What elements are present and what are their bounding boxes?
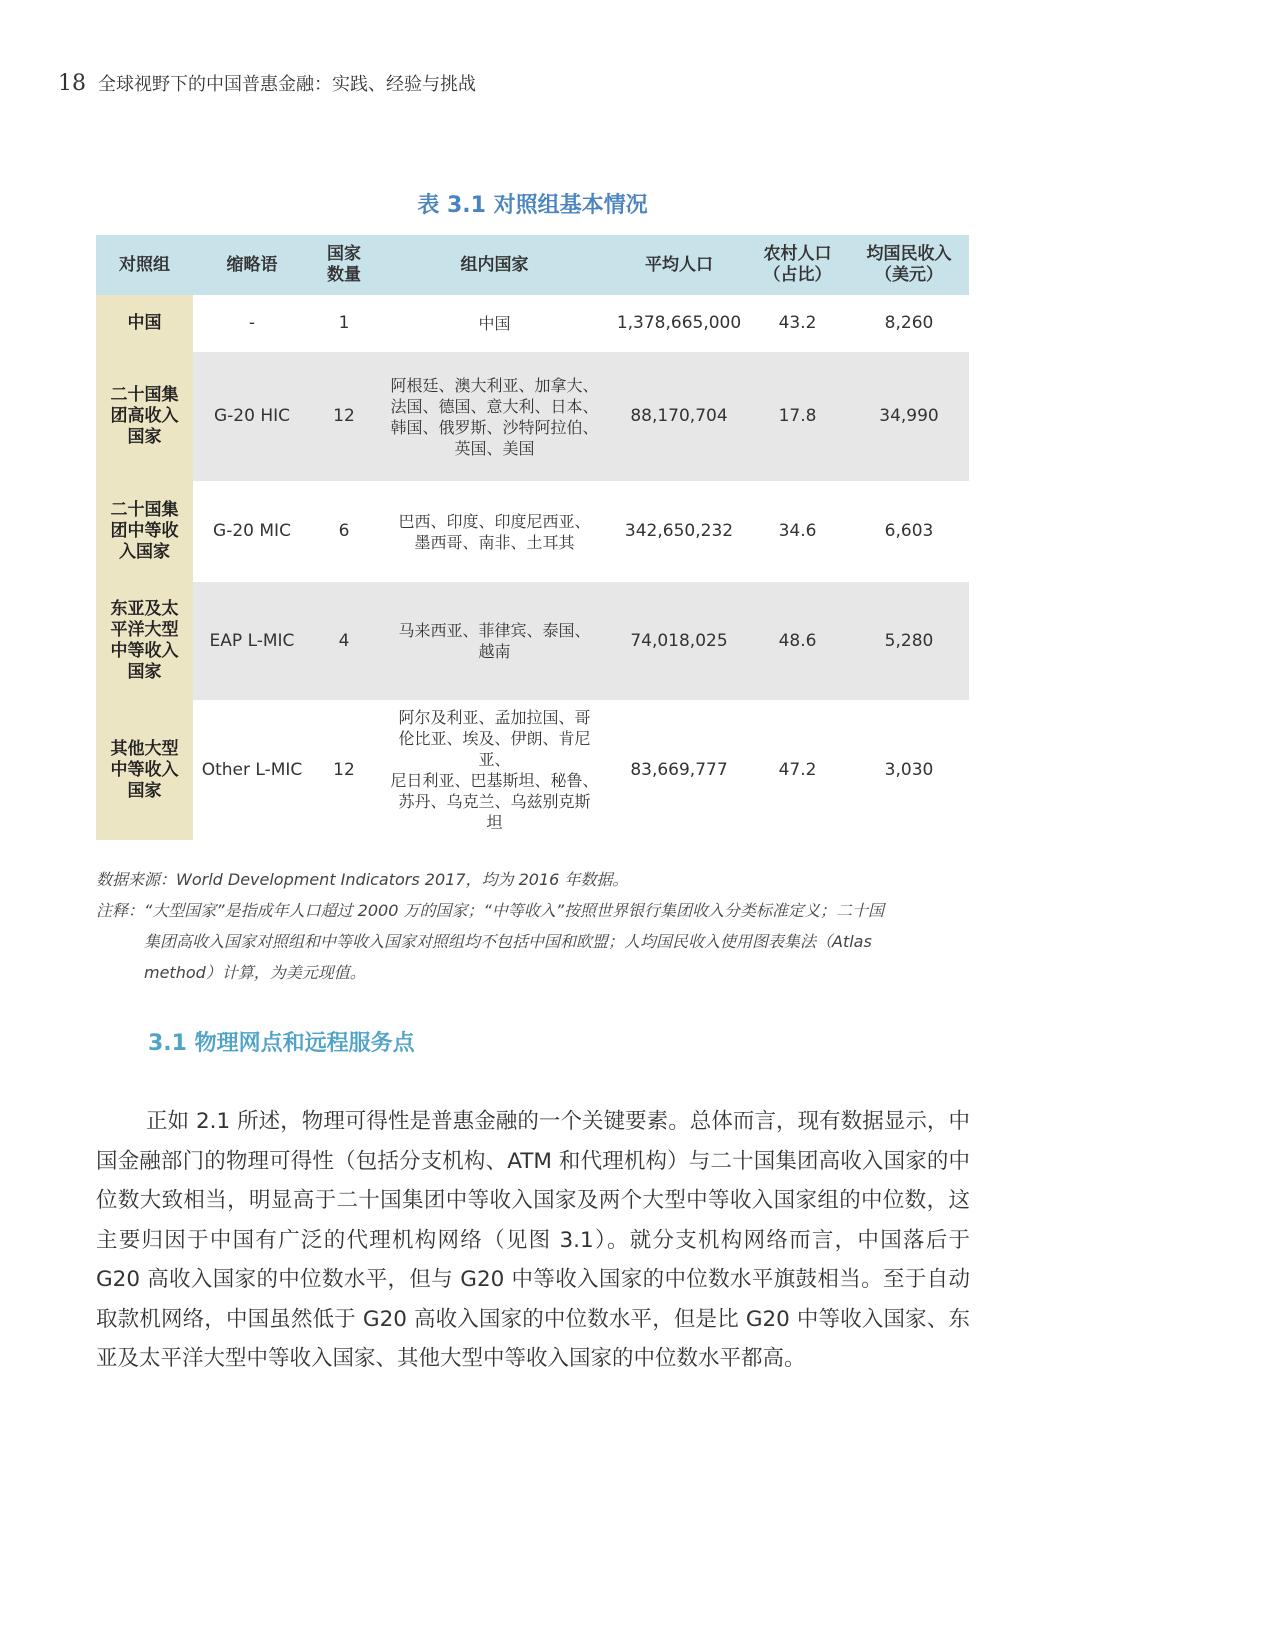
- abbr-cell: EAP L-MIC: [193, 582, 311, 700]
- table-row: [96, 481, 969, 582]
- col-header-rural: 农村人口 （占比）: [746, 235, 849, 295]
- population-cell: 342,650,232: [624, 521, 734, 541]
- population-cell: 83,669,777: [630, 759, 728, 780]
- abbr-cell: G-20 HIC: [193, 352, 311, 481]
- population-cell: 1,378,665,000: [616, 313, 742, 333]
- countries-cell: 中国: [478, 314, 511, 333]
- count-cell: 4: [311, 582, 377, 700]
- group-name-cell: 中国: [96, 295, 193, 352]
- population-cell: 74,018,025: [612, 582, 746, 700]
- note-line: 集团高收入国家对照组和中等收入国家对照组均不包括中国和欧盟；人均国民收入使用图表集法（Atlas: [144, 932, 872, 951]
- group-name-cell: 二十国集 团高收入 国家: [96, 352, 193, 481]
- population-cell: 88,170,704: [612, 352, 746, 481]
- count-cell: 1: [338, 313, 350, 333]
- table-row: [96, 582, 969, 700]
- group-name-cell: 其他大型 中等收入 国家: [96, 700, 193, 840]
- count-cell: 6: [338, 521, 350, 541]
- col-header-group: 对照组: [96, 235, 193, 295]
- gni-cell: 8,260: [884, 313, 934, 333]
- gni-cell: 34,990: [849, 352, 969, 481]
- table-header-row: [96, 235, 969, 295]
- abbr-cell: -: [248, 313, 256, 333]
- note-line: method）计算，为美元现值。: [144, 963, 366, 982]
- group-name-cell: 东亚及太 平洋大型 中等收入 国家: [96, 582, 193, 700]
- abbr-cell: G-20 MIC: [213, 521, 291, 541]
- rural-cell: 47.2: [778, 759, 817, 780]
- table-title: 表 3.1 对照组基本情况: [417, 193, 648, 218]
- rural-cell: 17.8: [746, 352, 849, 481]
- gni-cell: 6,603: [884, 521, 934, 541]
- countries-cell: 阿根廷、澳大利亚、加拿大、 法国、德国、意大利、日本、 韩国、俄罗斯、沙特阿拉伯、 英国、美国: [377, 352, 612, 481]
- count-cell: 12: [333, 759, 355, 780]
- abbr-cell: Other L-MIC: [201, 759, 303, 780]
- col-header-count: 国家 数量: [311, 235, 377, 295]
- note-line: 注释：“大型国家”是指成年人口超过 2000 万的国家；“中等收入”按照世界银行集团收入分类标准定义；二十国: [96, 901, 885, 920]
- countries-cell: 巴西、印度、印度尼西亚、 墨西哥、南非、土耳其: [398, 511, 591, 552]
- table-row: [96, 295, 969, 352]
- running-header: [58, 70, 476, 96]
- gni-cell: 3,030: [884, 759, 934, 780]
- rural-cell: 43.2: [778, 313, 817, 333]
- col-header-abbr: 缩略语: [193, 235, 311, 295]
- comparison-table: [96, 235, 969, 840]
- table-row: [96, 700, 969, 840]
- group-name-cell: 二十国集 团中等收 入国家: [96, 481, 193, 582]
- col-header-countries: 组内国家: [377, 235, 612, 295]
- table-row: [96, 352, 969, 481]
- body-paragraph: 正如 2.1 所述，物理可得性是普惠金融的一个关键要素。总体而言，现有数据显示，中国金融部门的物理可得性（包括分支机构、ATM 和代理机构）与二十国集团高收入国家的中位数大致相当，明显高于二十国集团中等收入国家及两个大型中等收入国家组的中位数，这主要归因于中国有广泛的代理机构网络（见图 3.1）。就分支机构网络而言，中国落后于 G20 高收入国家的中位数水平，但与 G20 中等收入国家的中位数水平旗鼓相当。至于自动取款机网络，中国虽然低于 G20 高收入国家的中位数水平，但是比 G20 中等收入国家、东亚及太平洋大型中等收入国家、其他大型中等收入国家的中位数水平都高。: [96, 1109, 970, 1371]
- page-number: 18: [58, 71, 86, 96]
- countries-cell: 阿尔及利亚、孟加拉国、哥 伦比亚、埃及、伊朗、肯尼亚、 尼日利亚、巴基斯坦、秘鲁、 苏丹、乌克兰、乌兹别克斯 坦: [390, 708, 599, 832]
- gni-cell: 5,280: [849, 582, 969, 700]
- rural-cell: 48.6: [746, 582, 849, 700]
- section-heading: 3.1 物理网点和远程服务点: [148, 1031, 415, 1056]
- data-source-note: 数据来源：World Development Indicators 2017，均为 2016 年数据。: [96, 870, 629, 889]
- col-header-population: 平均人口: [612, 235, 746, 295]
- running-title: 全球视野下的中国普惠金融：实践、经验与挑战: [98, 74, 476, 95]
- countries-cell: 马来西亚、菲律宾、泰国、 越南: [377, 582, 612, 700]
- count-cell: 12: [311, 352, 377, 481]
- rural-cell: 34.6: [778, 521, 817, 541]
- table-notes: [96, 864, 970, 988]
- col-header-gni: 均国民收入 （美元）: [849, 235, 969, 295]
